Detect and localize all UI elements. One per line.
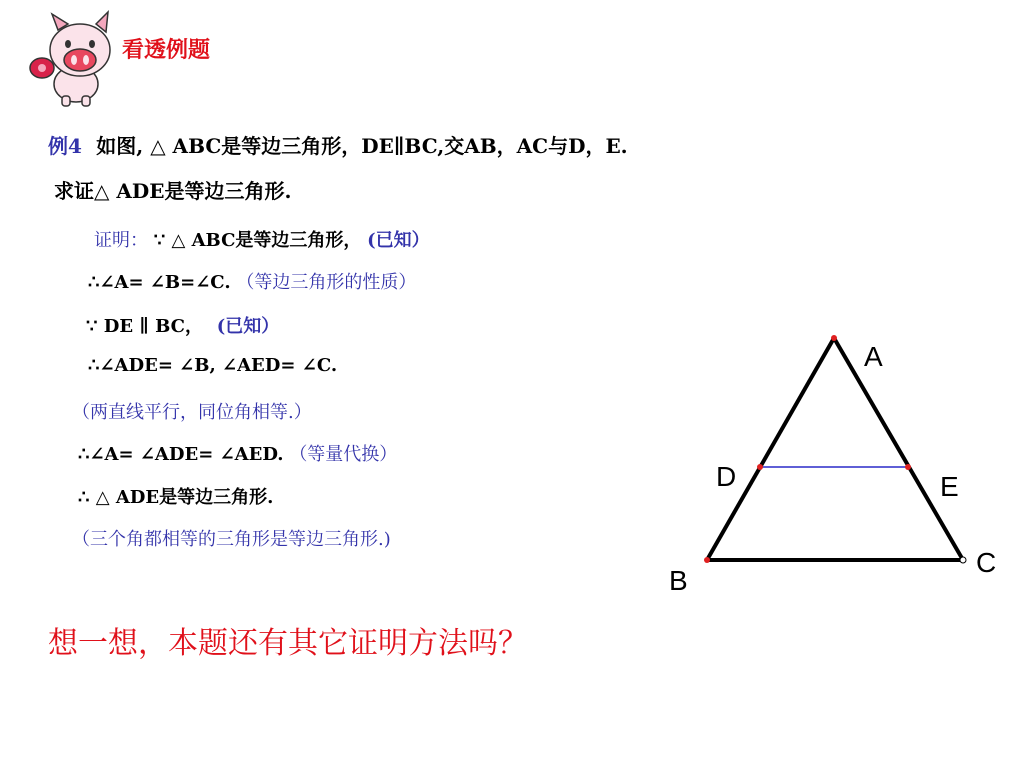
vertex-b-dot [704, 557, 710, 563]
proof-step-1: ∵ △ ABC是等边三角形， [153, 230, 362, 251]
problem-prove: 求证△ ADE是等边三角形. [54, 179, 292, 203]
vertex-c-dot [960, 557, 966, 563]
proof-reason-8: （三个角都相等的三角形是等边三角形.) [72, 529, 391, 550]
section-title: 看透例题 [122, 37, 211, 62]
side-ab [707, 338, 834, 560]
proof-reason-1: (已知） [367, 230, 430, 251]
proof-label: 证明： [94, 230, 148, 251]
proof-step-7: ∴ △ ADE是等边三角形. [78, 487, 274, 508]
proof-step-3: ∵ DE ∥ BC， [86, 316, 203, 337]
proof-line-6 [78, 440, 397, 466]
pig-mascot-image [28, 10, 118, 110]
proof-step-6: ∴∠A= ∠ADE= ∠AED. [78, 444, 284, 465]
proof-reason-4: （两直线平行，同位角相等.） [72, 402, 312, 423]
point-d-dot [757, 464, 763, 470]
problem-statement-line [48, 130, 628, 159]
label-d: D [716, 461, 737, 492]
triangle-figure [660, 320, 1010, 610]
proof-line-1 [94, 226, 430, 252]
label-e: E [940, 471, 959, 502]
problem-number: 例4 [48, 134, 82, 158]
label-c: C [976, 547, 997, 578]
proof-step-4: ∴∠ADE= ∠B, ∠AED= ∠C. [88, 355, 338, 376]
label-b: B [669, 565, 688, 596]
proof-reason-2: （等边三角形的性质） [236, 272, 417, 293]
proof-line-2 [88, 268, 416, 294]
proof-reason-6: （等量代换） [289, 444, 398, 465]
vertex-a-dot [831, 335, 837, 341]
point-e-dot [905, 464, 911, 470]
think-question: 想一想，本题还有其它证明方法吗？ [48, 626, 528, 661]
proof-reason-3: (已知） [216, 316, 280, 337]
proof-step-2: ∴∠A= ∠B=∠C. [88, 272, 231, 293]
label-a: A [864, 341, 883, 372]
problem-statement: 如图, △ ABC是等边三角形，DE∥BC,交AB，AC与D，E. [96, 134, 628, 158]
proof-line-3 [86, 312, 279, 338]
side-ac [834, 338, 963, 560]
